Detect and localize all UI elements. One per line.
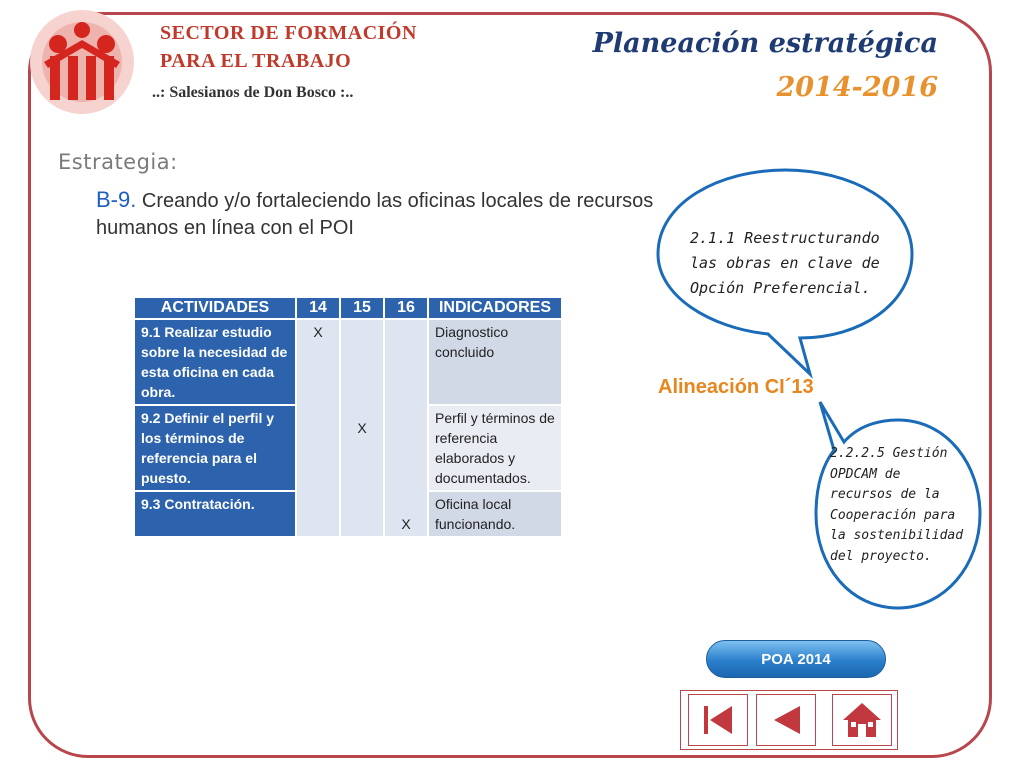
year-15-mark: X [341, 320, 383, 536]
alignment-label: Alineación CI´13 [658, 376, 814, 398]
org-tagline: ..: Salesianos de Don Bosco :.. [152, 84, 354, 101]
org-name-line2: PARA EL TRABAJO [160, 50, 352, 72]
previous-slide-button[interactable] [756, 694, 816, 746]
header-year-16: 16 [385, 298, 427, 318]
activity-cell: 9.2 Definir el perfil y los términos de referencia para el puesto. [135, 406, 295, 490]
strategy-code: B-9. [96, 187, 137, 212]
home-icon [840, 700, 884, 740]
year-14-mark: X [297, 320, 339, 536]
header-indicators: INDICADORES [429, 298, 561, 318]
poa-2014-button[interactable]: POA 2014 [706, 640, 886, 678]
strategy-statement [96, 186, 666, 242]
first-slide-button[interactable] [688, 694, 748, 746]
first-slide-icon [698, 702, 738, 738]
indicator-cell: Perfil y términos de referencia elaborados y documentados. [429, 406, 561, 490]
home-button[interactable] [832, 694, 892, 746]
slide-years: 2014-2016 [776, 72, 938, 103]
bubble-2-text: 2.2.2.5 Gestión OPDCAM de recursos de la Cooperación para la sostenibilidad del proyecto. [830, 446, 964, 564]
table-row [135, 320, 561, 404]
strategy-label: Estrategia: [58, 150, 178, 174]
header-year-15: 15 [341, 298, 383, 318]
salesianos-logo [20, 6, 150, 118]
strategy-text: Creando y/o fortaleciendo las oficinas locales de recursos humanos en línea con el POI [96, 190, 654, 239]
header-activities: ACTIVIDADES [135, 298, 295, 318]
year-16-mark: X [385, 320, 427, 536]
org-name-line1: SECTOR DE FORMACIÓN [160, 22, 417, 44]
indicator-cell: Oficina local funcionando. [429, 492, 561, 536]
slide-title: Planeación estratégica [592, 28, 938, 59]
table-header-row [135, 298, 561, 318]
previous-slide-icon [766, 702, 806, 738]
activity-cell: 9.1 Realizar estudio sobre la necesidad de esta oficina en cada obra. [135, 320, 295, 404]
activities-table [133, 296, 563, 538]
indicator-cell: Diagnostico concluido [429, 320, 561, 404]
header-year-14: 14 [297, 298, 339, 318]
bubble-1-text: 2.1.1 Reestructurando las obras en clave de Opción Preferencial. [690, 229, 880, 297]
activity-cell: 9.3 Contratación. [135, 492, 295, 536]
